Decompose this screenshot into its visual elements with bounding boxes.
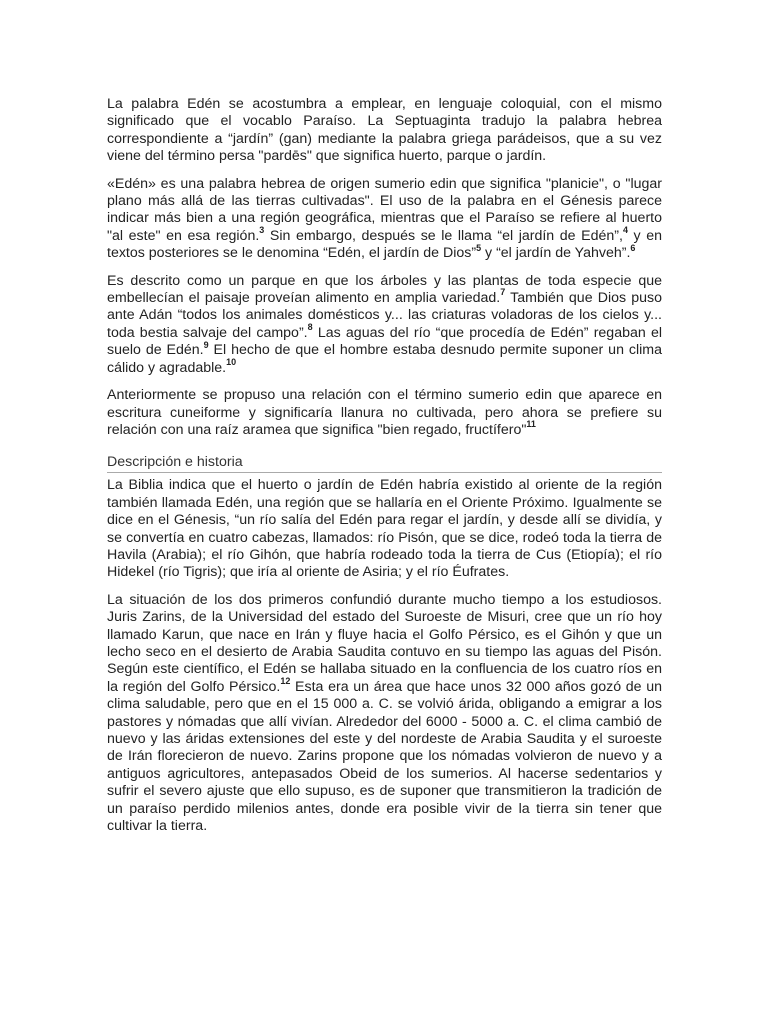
- paragraph: [107, 477, 662, 581]
- paragraph-text: Es descrito como un parque en que los árboles y las plantas de toda especie que embellecían el paisaje proveían alimento en amplia variedad.: [107, 272, 662, 307]
- paragraph: [107, 387, 662, 439]
- footnote-reference[interactable]: 5: [476, 242, 482, 253]
- footnote-reference[interactable]: 7: [500, 287, 506, 298]
- paragraph: [107, 592, 662, 836]
- document-page: [107, 96, 662, 845]
- paragraph-text: Las aguas del río “que procedía de Edén” regaban el suelo de Edén.: [107, 324, 663, 359]
- paragraph: [107, 273, 662, 377]
- paragraph: [107, 96, 662, 166]
- footnote-reference[interactable]: 11: [526, 419, 536, 430]
- footnote-reference[interactable]: 6: [630, 242, 636, 253]
- footnote-reference[interactable]: 12: [280, 676, 291, 687]
- footnote-reference[interactable]: 9: [203, 339, 209, 350]
- paragraph-text: y “el jardín de Yahveh”.: [481, 245, 631, 262]
- paragraph: [107, 176, 662, 263]
- paragraph-text: También que Dios puso ante Adán “todos los animales domésticos y... las criaturas voladoras de los cielos y... toda bestia salvaje del campo”.: [107, 290, 663, 341]
- paragraph-text: La situación de los dos primeros confundió durante mucho tiempo a los estudiosos. Juris Zarins, de la Universidad del estado del Suroeste de Misuri, cree que un río hoy llamado Karun, que nace en Irán y fluye hacia el Golfo Pérsico, es el Gihón y que un lecho seco en el desierto de Arabia Saudita contuvo en su tiempo las aguas del Pisón. Según este científico, el Edén se hallaba situado en la confluencia de los cuatro ríos en la región del Golfo Pérsico.: [107, 591, 662, 695]
- paragraph-text: y en textos posteriores se le denomina “Edén, el jardín de Dios”: [107, 227, 662, 262]
- footnote-reference[interactable]: 4: [622, 225, 628, 236]
- paragraph-text: La Biblia indica que el huerto o jardín de Edén habría existido al oriente de la región también llamada Edén, una región que se hallaría en el Oriente Próximo. Igualmente se dice en el Génesis, “un río salía del Edén para regar el jardín, y desde allí se dividía, y se convertía en cuatro cabezas, llamados: río Pisón, que se dice, rodeó toda la tierra de Havila (Arabia); el río Gihón, que habría rodeado toda la tierra de Cus (Etiopía); el río Hidekel (río Tigris); que iría al oriente de Asiria; y el río Éufrates.: [107, 477, 662, 581]
- footnote-reference[interactable]: 10: [226, 356, 237, 367]
- paragraph-text: «Edén» es una palabra hebrea de origen sumerio edin que significa "planicie", o "lugar plano más allá de las tierras cultivadas". El uso de la palabra en el Génesis parece indicar más bien a una región geográfica, mientras que el Paraíso se refiere al huerto "al este" en esa región.: [107, 175, 662, 244]
- paragraph-text: La palabra Edén se acostumbra a emplear, en lenguaje coloquial, con el mismo significado que el vocablo Paraíso. La Septuaginta tradujo la palabra hebrea correspondiente a “jardín” (gan) mediante la palabra griega parádeisos, que a su vez viene del término persa "pardēs" que significa huerto, parque o jardín.: [107, 96, 662, 165]
- paragraph-text: El hecho de que el hombre estaba desnudo permite suponer un clima cálido y agradable.: [107, 342, 662, 376]
- footnote-reference[interactable]: 3: [259, 225, 265, 236]
- paragraph-text: Anteriormente se propuso una relación con el término sumerio edin que aparece en escritura cuneiforme y significaría llanura no cultivada, pero ahora se prefiere su relación con una raíz aramea que significa "bien regado, fructífero": [107, 387, 662, 438]
- paragraph-text: Sin embargo, después se le llama “el jardín de Edén”,: [264, 227, 623, 244]
- section-heading: Descripción e historia: [107, 453, 662, 473]
- footnote-reference[interactable]: 8: [307, 322, 313, 333]
- paragraph-text: Esta era un área que hace unos 32 000 años gozó de un clima saludable, pero que en el 15 000 a. C. se volvió árida, obligando a emigrar a los pastores y nómadas que allí vivían. Alrededor del 6000 - 5000 a. C. el clima cambió de nuevo y las áridas extensiones del este y del nordeste de Arabia Saudita y el suroeste de Irán florecieron de nuevo. Zarins propone que los nómadas volvieron de nuevo y a antiguos agricultores, antepasados Obeid de los sumerios. Al hacerse sedentarios y sufrir el severo ajuste que ello supuso, es de suponer que transmitieron la tradición de un paraíso perdido milenios antes, donde era posible vivir de la tierra sin tener que cultivar la tierra.: [107, 678, 663, 835]
